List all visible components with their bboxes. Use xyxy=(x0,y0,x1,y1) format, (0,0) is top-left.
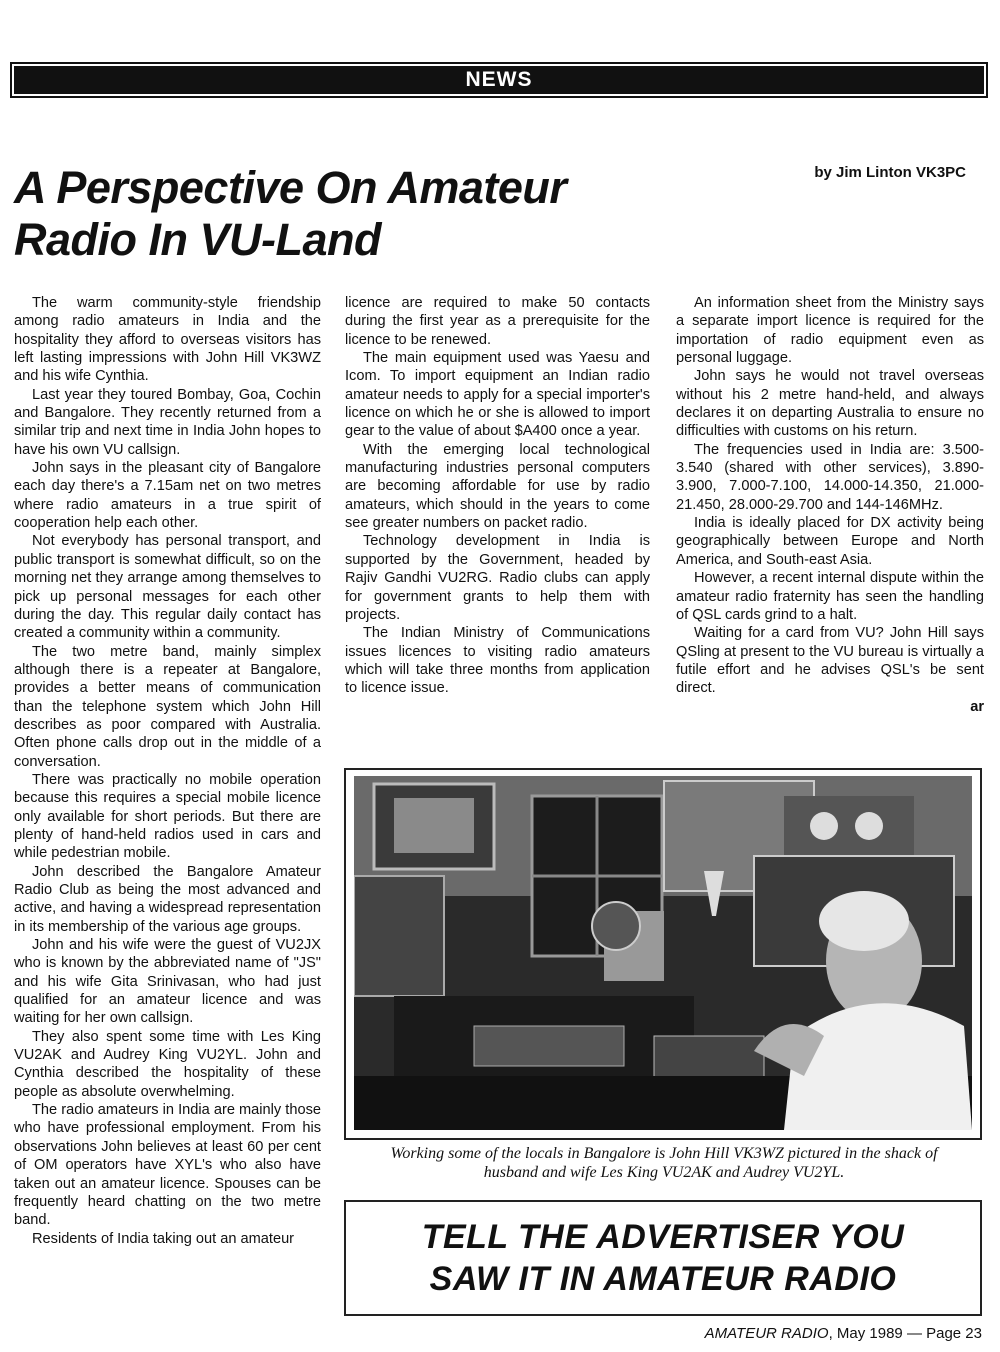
section-banner xyxy=(14,66,984,94)
article-paragraph: licence are required to make 50 contacts during the first year as a prerequisite for the licence to be renewed. xyxy=(345,295,650,348)
article-title xyxy=(14,162,714,266)
article-paragraph: India is ideally placed for DX activity being geographically between Europe and North America, and South-east Asia. xyxy=(676,515,984,568)
article-paragraph: The radio amateurs in India are mainly those who have professional employment. From his observations John believes at least 60 per cent of OM operators have XYL's who also have taken out an amateur licence. Spouses can be frequently heard chatting on the two metre band. xyxy=(14,1102,321,1229)
article-paragraph: Residents of India taking out an amateur xyxy=(32,1230,295,1247)
article-paragraph: There was practically no mobile operation because this requires a special mobile licence only available for short periods. But there are plenty of hand-held radios used in cars and while pedestrian mobile. xyxy=(14,771,321,862)
article-paragraph: The two metre band, mainly simplex although there is a repeater at Bangalore, provides a better means of communication than the telephone system which John Hill describes as poor compared with Australia. Often phone calls drop out in the middle of a conversation. xyxy=(14,643,321,770)
article-paragraph: The Indian Ministry of Communications issues licences to visiting radio amateurs which will take three months from application to licence issue. xyxy=(345,625,650,697)
article-paragraph: John says in the pleasant city of Bangalore each day there's a 7.15am net on two metres where radio amateurs in a true spirit of cooperation help each other. xyxy=(14,460,321,532)
article-paragraph: They also spent some time with Les King VU2AK and Audrey King VU2YL. John and Cynthia described the hospitality of these people as absolute overwhelming. xyxy=(14,1028,321,1100)
footer-magazine: AMATEUR RADIO xyxy=(704,1325,829,1342)
article-paragraph: John says he would not travel overseas without his 2 metre hand-held, and always declares it on departing Australia to ensure no difficulties with customs on his return. xyxy=(676,368,984,440)
end-mark: ar xyxy=(970,698,984,715)
article-paragraph: The frequencies used in India are: 3.500-3.540 (shared with other services), 3.890-3.900, 7.000-7.100, 14.000-14.350, 21.000-21.450, 28.000-29.700 and 144-146MHz. xyxy=(676,441,984,513)
footer-issue: , May 1989 — Page 23 xyxy=(828,1325,982,1342)
article-paragraph: John described the Bangalore Amateur Radio Club as being the most advanced and active, and having a widespread representation in its membership of the various age groups. xyxy=(14,863,321,935)
article-paragraph: Not everybody has personal transport, and public transport is somewhat difficult, so on the morning net they arrange among themselves to pick up personal messages for each other during the day. This regular daily contact has created a community within a community. xyxy=(14,533,321,642)
photo-caption-line2: husband and wife Les King VU2AK and Audrey VU2YL. xyxy=(483,1164,845,1181)
article-paragraph: Technology development in India is supported by the Government, headed by Rajiv Gandhi VU2RG. Radio clubs can apply for government grants to help them with projects. xyxy=(345,533,650,623)
photo-frame xyxy=(344,768,982,1140)
photo-caption-line1: Working some of the locals in Bangalore is John Hill VK3WZ pictured in the shack of xyxy=(390,1145,938,1162)
article-column-1 xyxy=(14,294,321,1248)
article-paragraph: The warm community-style friendship among radio amateurs in India and the hospitality they afford to overseas visitors has left lasting impressions with John Hill VK3WZ and his wife Cynthia. xyxy=(14,295,321,385)
article-paragraph: An information sheet from the Ministry says a separate import licence is required for the importation of radio equipment even as personal luggage. xyxy=(676,295,984,367)
byline: by Jim Linton VK3PC xyxy=(814,164,966,181)
advertiser-notice xyxy=(344,1200,982,1316)
article-paragraph: With the emerging local technological manufacturing industries personal computers are becoming affordable for use by radio amateurs, which should in the years to come see greater numbers on packet radio. xyxy=(345,441,650,532)
article-paragraph: Last year they toured Bombay, Goa, Cochin and Bangalore. They recently returned from a similar trip and next time in India John hopes to have his own VU callsign. xyxy=(14,386,321,458)
article-paragraph: However, a recent internal dispute within the amateur radio fraternity has seen the handling of QSL cards grind to a halt. xyxy=(676,570,984,623)
article-paragraph: The main equipment used was Yaesu and Icom. To import equipment an Indian radio amateur needs to apply for a special importer's licence on which he or she is allowed to import gear to the value of about $A400 once a year. xyxy=(345,350,650,440)
article-column-3 xyxy=(676,294,984,716)
section-label: NEWS xyxy=(465,68,533,91)
article-title-line2: Radio In VU-Land xyxy=(14,214,381,265)
advertiser-notice-line2: SAW IT IN AMATEUR RADIO xyxy=(429,1260,897,1298)
shack-photo xyxy=(354,776,972,1130)
page-footer xyxy=(705,1325,982,1342)
advertiser-notice-line1: TELL THE ADVERTISER YOU xyxy=(421,1218,905,1256)
article-paragraph: John and his wife were the guest of VU2JX who is known by the abbreviated name of "JS" and his wife Gita Srinivasan, who had just qualified for an amateur licence and was waiting for her own callsign. xyxy=(14,937,321,1027)
article-column-2 xyxy=(345,294,650,698)
article-title-line1: A Perspective On Amateur xyxy=(14,162,567,213)
article-paragraph: Waiting for a card from VU? John Hill says QSling at present to the VU bureau is virtually a futile effort and he advises QSL's be sent direct. xyxy=(676,625,984,697)
photo-caption xyxy=(344,1144,984,1182)
